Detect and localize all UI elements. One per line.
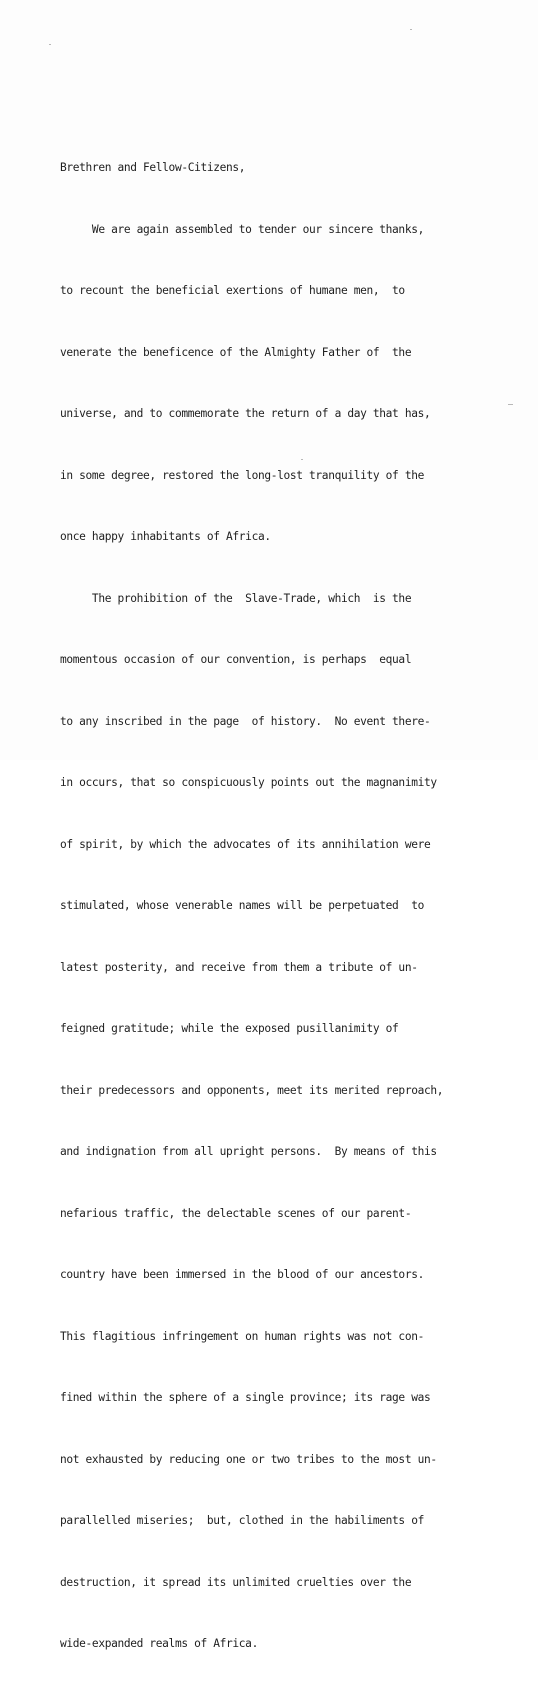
text-line: wide-expanded realms of Africa.: [60, 1637, 258, 1650]
text-line: their predecessors and opponents, meet its merited reproach,: [60, 1083, 444, 1097]
text-line: feigned gratitude; while the exposed pusillanimity of: [60, 1022, 399, 1035]
typed-letter-body: [60, 117, 530, 1696]
text-line: destruction, it spread its unlimited cruelties over the: [60, 1575, 412, 1589]
text-line: of spirit, by which the advocates of its annihilation were: [60, 837, 431, 851]
text-line: fined within the sphere of a single province; its rage was: [60, 1391, 431, 1404]
text-line: We are again assembled to tender our sincere thanks,: [60, 222, 424, 236]
text-line: The prohibition of the Slave-Trade, which is the: [60, 591, 412, 605]
text-line: in some degree, restored the long-lost tranquility of the: [60, 468, 424, 482]
text-line: nefarious traffic, the delectable scenes of our parent-: [60, 1206, 412, 1220]
text-line: stimulated, whose venerable names will be perpetuated to: [60, 899, 424, 912]
scan-speck: [49, 44, 51, 45]
text-line: once happy inhabitants of Africa.: [60, 530, 271, 543]
scan-speck: [410, 29, 412, 30]
text-line: parallelled miseries; but, clothed in the habiliments of: [60, 1514, 424, 1527]
salutation: Brethren and Fellow-Citizens,: [60, 161, 246, 174]
text-line: to any inscribed in the page of history. No event there-: [60, 714, 431, 728]
text-line: universe, and to commemorate the return of a day that has,: [60, 407, 431, 420]
text-line: latest posterity, and receive from them a tribute of un-: [60, 960, 418, 974]
text-line: not exhausted by reducing one or two tribes to the most un-: [60, 1452, 437, 1466]
text-line: This flagitious infringement on human rights was not con-: [60, 1329, 424, 1343]
text-line: and indignation from all upright persons. By means of this: [60, 1145, 437, 1158]
text-line: country have been immersed in the blood of our ancestors.: [60, 1268, 424, 1281]
text-line: in occurs, that so conspicuously points out the magnanimity: [60, 776, 437, 789]
text-line: venerate the beneficence of the Almighty Father of the: [60, 345, 412, 359]
text-line: to recount the beneficial exertions of humane men, to: [60, 284, 405, 297]
text-line: momentous occasion of our convention, is perhaps equal: [60, 653, 412, 666]
